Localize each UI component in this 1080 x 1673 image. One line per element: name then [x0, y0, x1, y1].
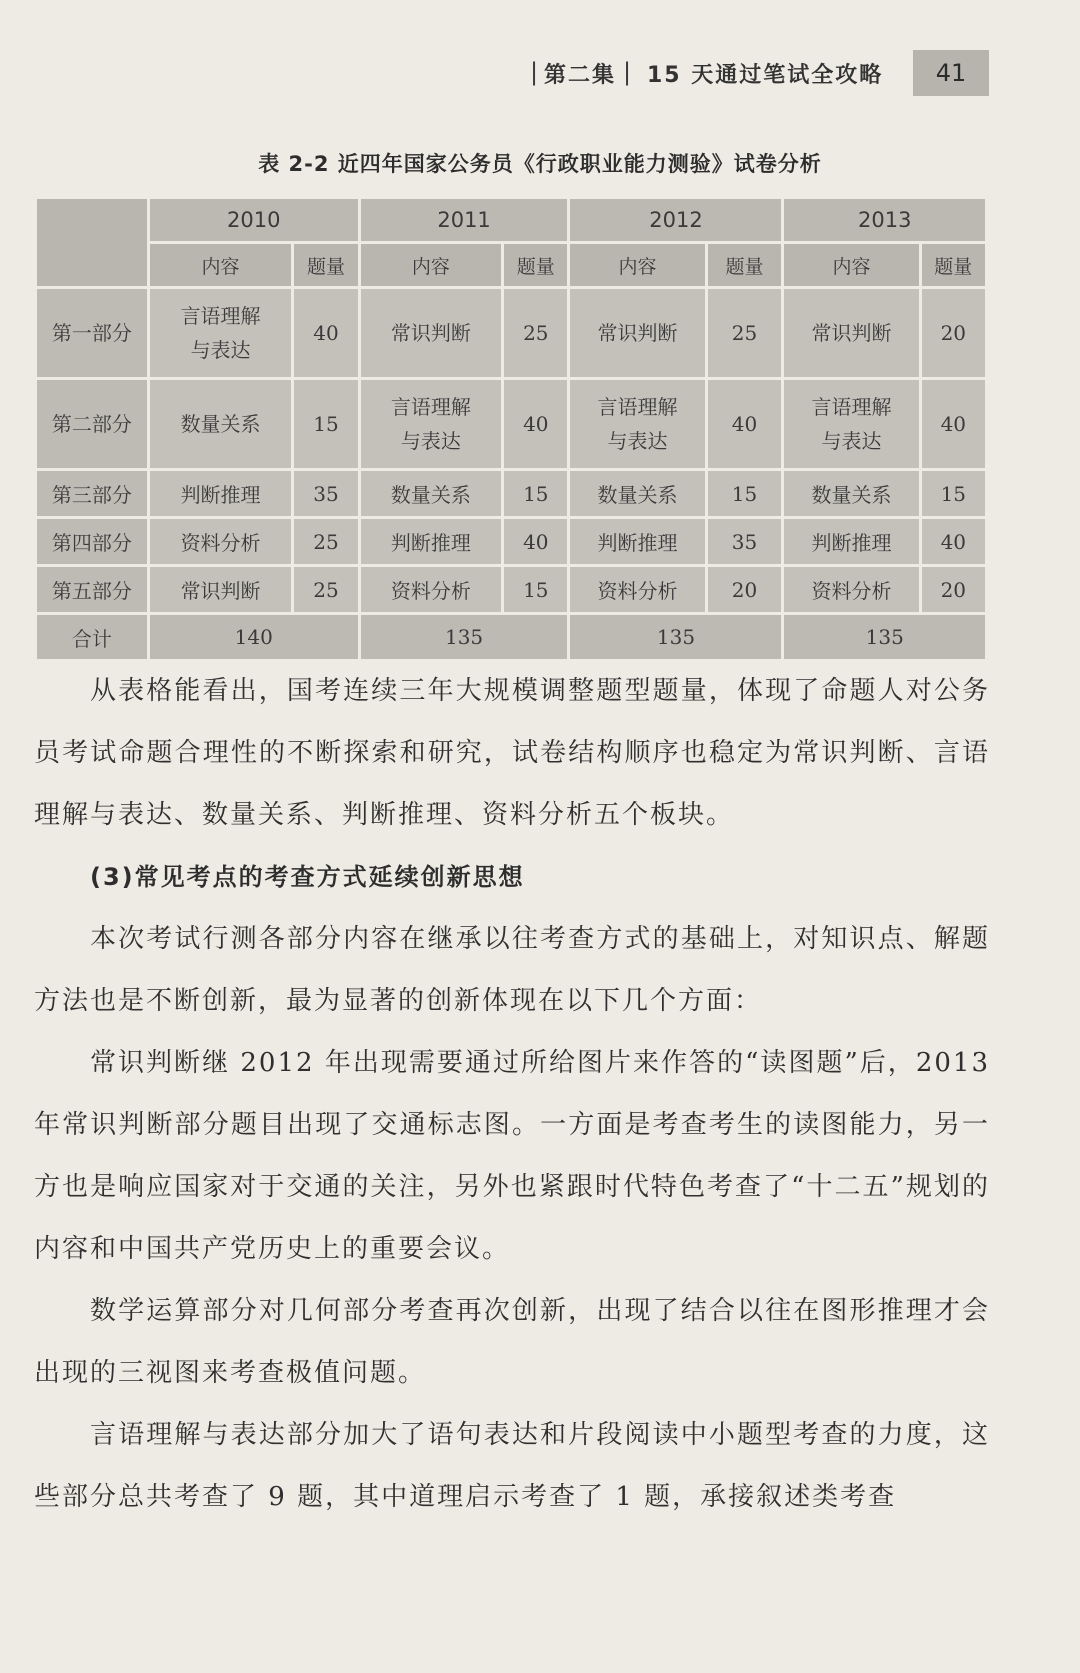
content-cell: 常识判断: [361, 289, 501, 377]
content-cell: 言语理解 与表达: [150, 289, 292, 377]
count-cell: 40: [294, 289, 357, 377]
part-label: 第四部分: [37, 519, 147, 564]
year-header: 2011: [361, 199, 568, 241]
total-cell: 135: [784, 615, 985, 659]
count-cell: 25: [504, 289, 567, 377]
part-label: 第三部分: [37, 471, 147, 516]
count-cell: 15: [922, 471, 985, 516]
content-cell: 常识判断: [150, 567, 292, 612]
year-header: 2010: [150, 199, 358, 241]
count-cell: 20: [922, 567, 985, 612]
count-header: 题量: [922, 244, 985, 286]
content-cell: 言语理解 与表达: [361, 380, 501, 468]
total-cell: 135: [361, 615, 568, 659]
count-cell: 15: [708, 471, 782, 516]
header-separator: |: [623, 58, 632, 86]
count-cell: 35: [708, 519, 782, 564]
page-number: 41: [913, 50, 989, 96]
content-cell: 判断推理: [570, 519, 704, 564]
count-cell: 25: [708, 289, 782, 377]
table-row: [37, 471, 985, 516]
count-cell: 20: [922, 289, 985, 377]
paragraph: 常识判断继 2012 年出现需要通过所给图片来作答的“读图题”后，2013 年常识判断部分题目出现了交通标志图。一方面是考查考生的读图能力，另一方也是响应国家对于交通的关注，另外也紧跟时代特色考查了“十二五”规划的内容和中国共产党历史上的重要会议。: [34, 1048, 990, 1264]
content-cell: 言语理解 与表达: [784, 380, 918, 468]
content-cell: 常识判断: [784, 289, 918, 377]
content-header: 内容: [361, 244, 501, 286]
paragraph: 本次考试行测各部分内容在继承以往考查方式的基础上，对知识点、解题方法也是不断创新，最为显著的创新体现在以下几个方面：: [34, 924, 990, 1016]
count-header: 题量: [504, 244, 567, 286]
paragraph: 数学运算部分对几何部分考查再次创新，出现了结合以往在图形推理才会出现的三视图来考查极值问题。: [34, 1296, 990, 1388]
table-title: 表 2-2 近四年国家公务员《行政职业能力测验》试卷分析: [258, 152, 822, 176]
content-cell: 数量关系: [570, 471, 704, 516]
table-corner: [37, 199, 147, 286]
page-header: [0, 40, 1080, 106]
count-cell: 40: [504, 380, 567, 468]
content-cell: 判断推理: [361, 519, 501, 564]
count-cell: 15: [504, 471, 567, 516]
total-label: 合计: [37, 615, 147, 659]
count-cell: 40: [708, 380, 782, 468]
count-cell: 40: [504, 519, 567, 564]
table-row: [37, 289, 985, 377]
total-row: [37, 615, 985, 659]
header-separator: |: [530, 58, 539, 86]
count-cell: 15: [504, 567, 567, 612]
content-cell: 资料分析: [784, 567, 918, 612]
content-cell: 资料分析: [150, 519, 292, 564]
part-label: 第一部分: [37, 289, 147, 377]
count-cell: 25: [294, 567, 357, 612]
content-cell: 资料分析: [570, 567, 704, 612]
table-row: [37, 380, 985, 468]
count-cell: 15: [294, 380, 357, 468]
body-text: [34, 660, 990, 1528]
content-header: 内容: [150, 244, 292, 286]
year-header: 2013: [784, 199, 985, 241]
content-header: 内容: [784, 244, 918, 286]
count-header: 题量: [708, 244, 782, 286]
paragraph: 从表格能看出，国考连续三年大规模调整题型题量，体现了命题人对公务员考试命题合理性的不断探索和研究，试卷结构顺序也稳定为常识判断、言语理解与表达、数量关系、判断推理、资料分析五个板块。: [34, 676, 990, 830]
count-cell: 40: [922, 380, 985, 468]
total-cell: 140: [150, 615, 358, 659]
content-cell: 数量关系: [361, 471, 501, 516]
content-cell: 常识判断: [570, 289, 704, 377]
exam-analysis-table: [34, 196, 988, 662]
content-header: 内容: [570, 244, 704, 286]
part-label: 第五部分: [37, 567, 147, 612]
section-title: 第二集: [544, 63, 617, 88]
content-cell: 言语理解 与表达: [570, 380, 704, 468]
book-title: 15 天通过笔试全攻略: [647, 63, 884, 88]
count-cell: 25: [294, 519, 357, 564]
count-cell: 35: [294, 471, 357, 516]
total-cell: 135: [570, 615, 781, 659]
section-heading: (3)常见考点的考查方式延续创新思想: [90, 863, 525, 891]
content-cell: 判断推理: [150, 471, 292, 516]
content-cell: 资料分析: [361, 567, 501, 612]
content-cell: 数量关系: [784, 471, 918, 516]
paragraph: 言语理解与表达部分加大了语句表达和片段阅读中小题型考查的力度，这些部分总共考查了 9 题，其中道理启示考查了 1 题，承接叙述类考查: [34, 1420, 990, 1512]
count-cell: 40: [922, 519, 985, 564]
table-row: [37, 519, 985, 564]
count-header: 题量: [294, 244, 357, 286]
part-label: 第二部分: [37, 380, 147, 468]
count-cell: 20: [708, 567, 782, 612]
year-header: 2012: [570, 199, 781, 241]
content-cell: 数量关系: [150, 380, 292, 468]
table-row: [37, 567, 985, 612]
content-cell: 判断推理: [784, 519, 918, 564]
